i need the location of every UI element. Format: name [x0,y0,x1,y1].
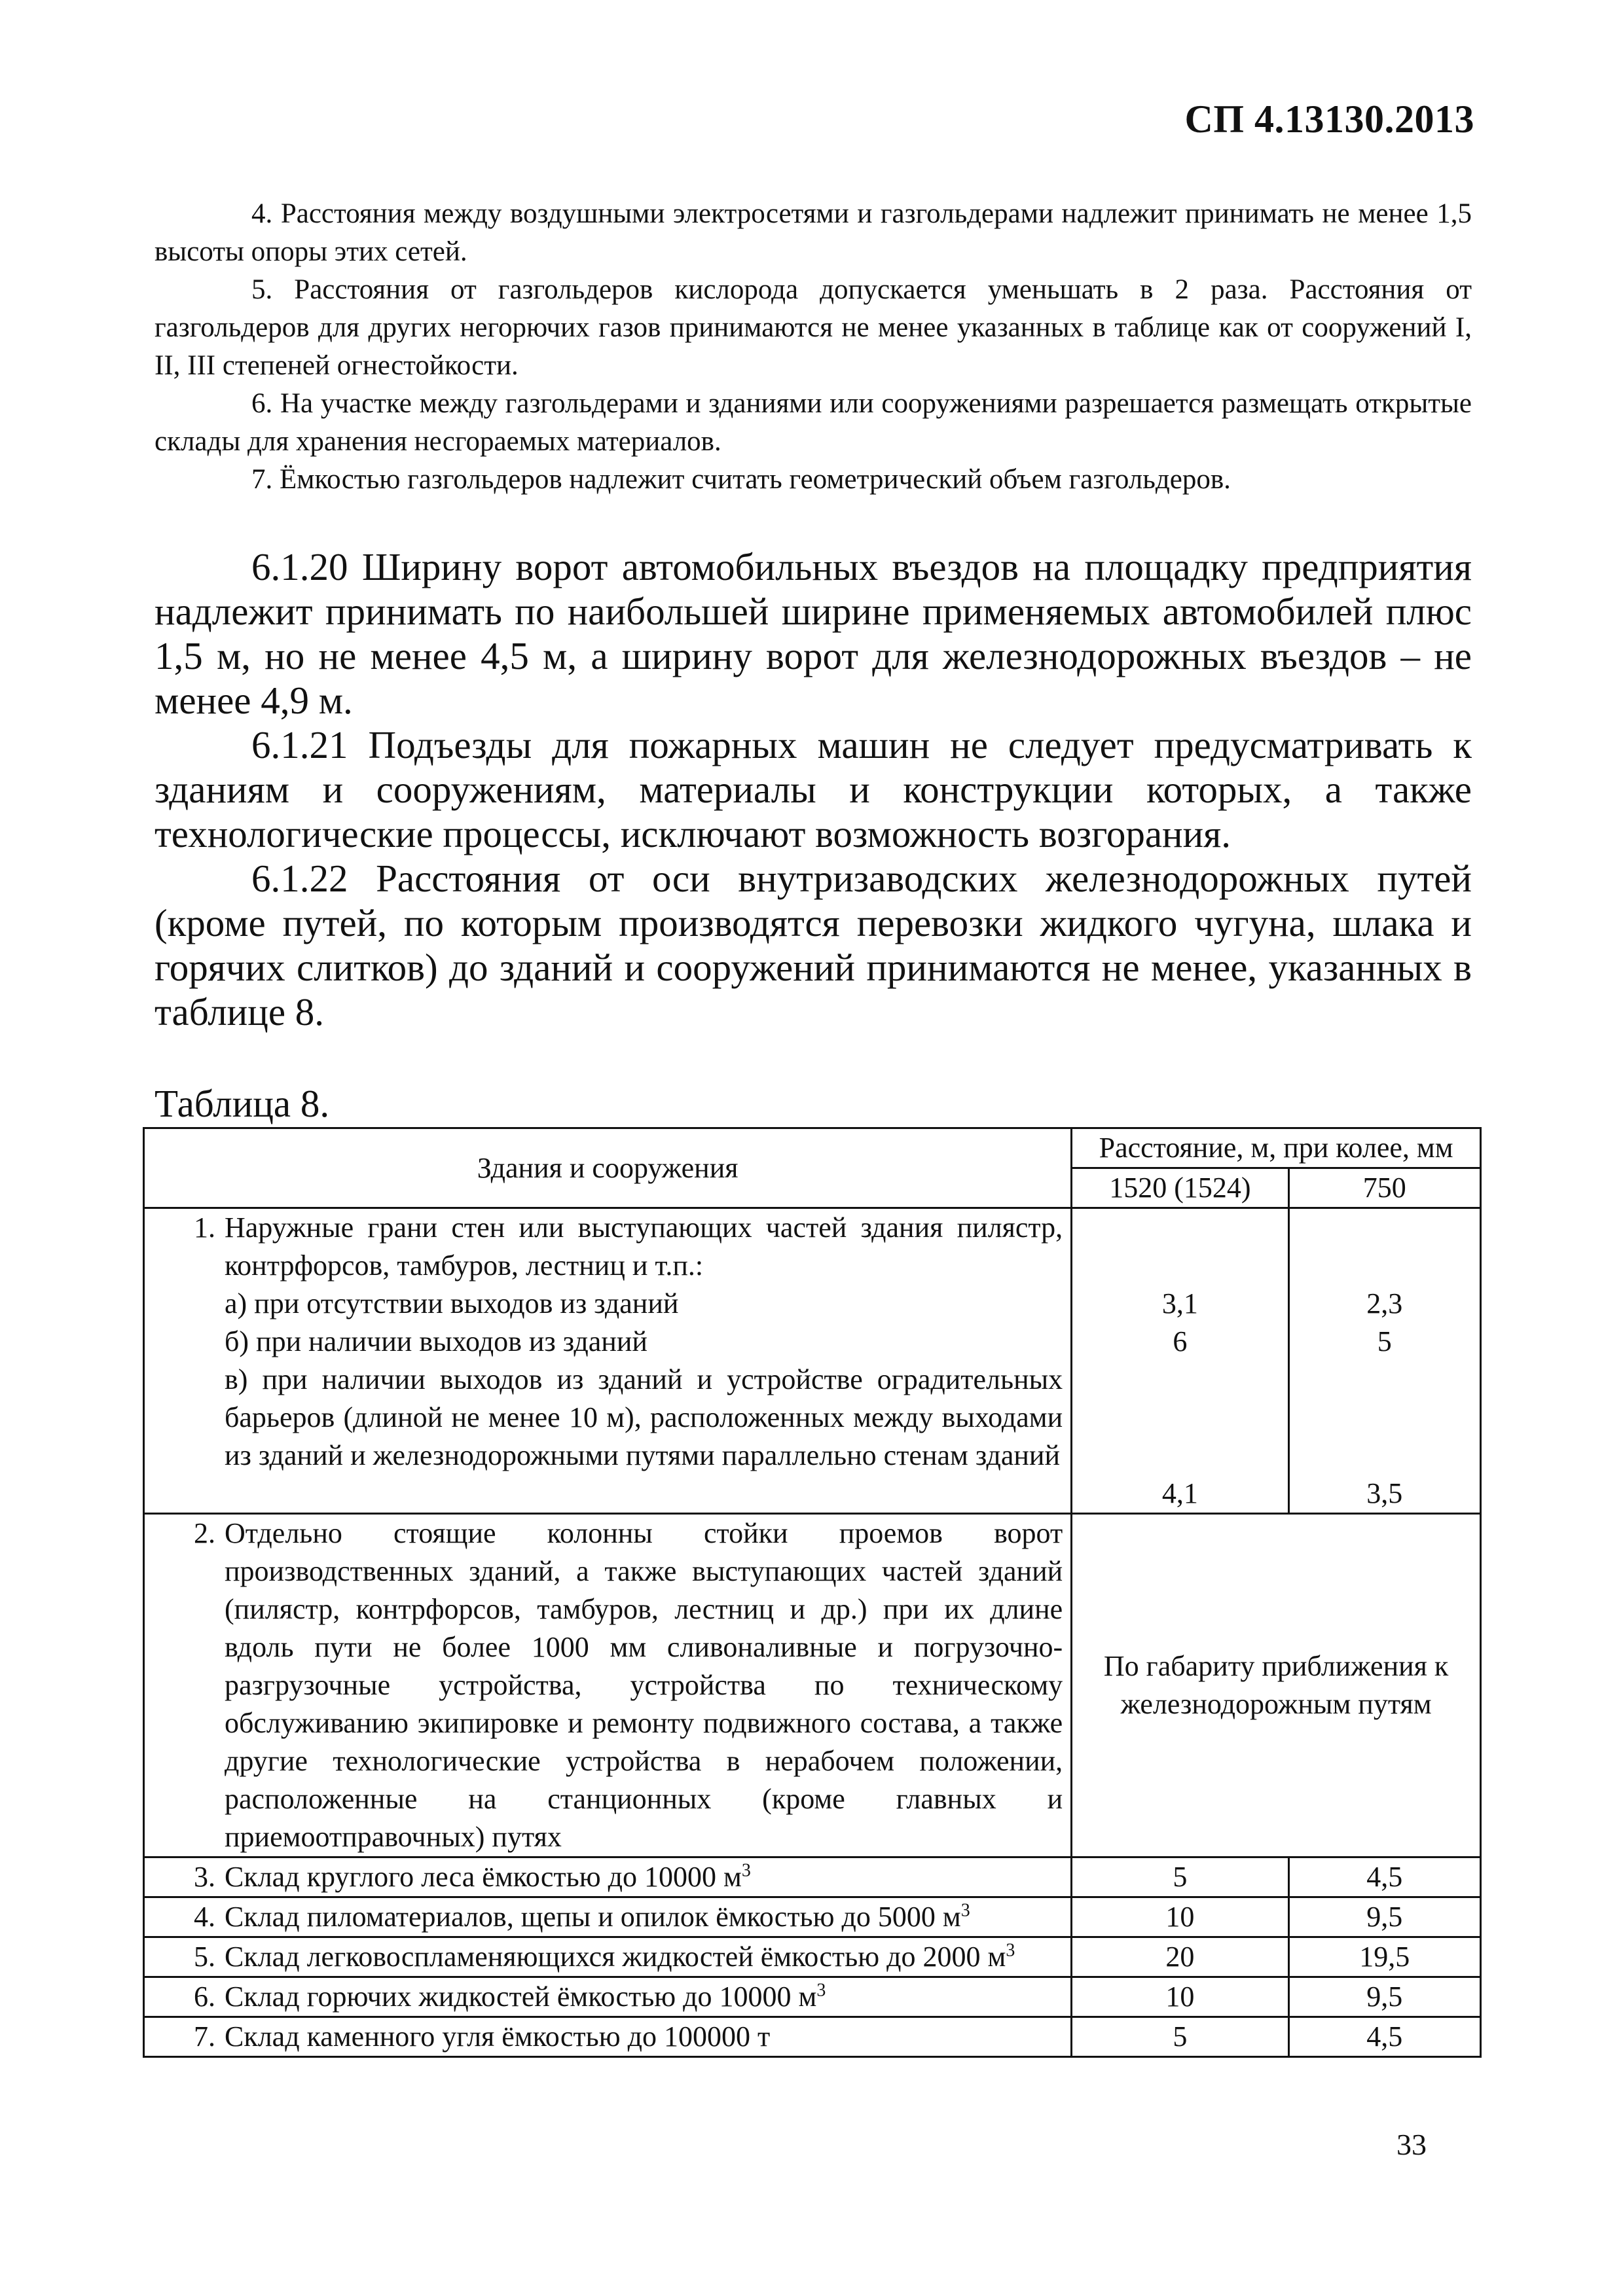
row-text: Склад каменного угля ёмкостью до 100000 т [225,2020,771,2053]
table-notes [155,195,1472,499]
table-row [144,1208,1481,1514]
value-1520: 5 [1072,1857,1288,1897]
row-text: Склад круглого леса ёмкостью до 10000 $м^3$ [225,1860,751,1893]
table-header-row [144,1128,1481,1168]
row-1-description [144,1208,1072,1514]
row-description [144,1857,1072,1897]
row-text: Склад легковоспламеняющихся жидкостей ёмкостью до 2000 $м^3$ [225,1940,1015,1973]
note-7: 7. Ёмкостью газгольдеров надлежит считать геометрический объем газгольдеров. [251,464,1231,495]
row-description [144,1897,1072,1937]
value-cell: 4,1 [1161,1477,1198,1509]
row-description [144,1937,1072,1977]
row-1-line-intro: Наружные грани стен или выступающих частей здания пилястр, контрфорсов, тамбуров, лестниц и т.п.: [225,1211,1063,1282]
table-row [144,1514,1481,1857]
row-number: 6. [194,1981,215,2013]
table-row [144,1897,1481,1937]
table-row [144,1937,1481,1977]
value-cell: 3,5 [1366,1477,1403,1509]
row-number: 5. [194,1941,215,1973]
row-number: 4. [194,1901,215,1933]
header-gauge-750: 750 [1288,1168,1480,1208]
value-cell: 3,1 [1161,1287,1198,1319]
row-1-line-b: б) при наличии выходов из зданий [225,1325,647,1357]
page-number: 33 [1396,2128,1427,2161]
header-buildings: Здания и сооружения [144,1128,1072,1208]
value-750: 4,5 [1288,2017,1480,2057]
value-750: 9,5 [1288,1977,1480,2017]
row-number: 2. [194,1517,215,1549]
row-1-line-a: а) при отсутствии выходов из зданий [225,1287,679,1319]
header-distance: Расстояние, м, при колее, мм [1072,1128,1481,1168]
row-text: Отдельно стоящие колонны стойки проемов ворот производственных зданий, а также выступающих частей зданий (пилястр, контрфорсов, тамбуров, лестниц и др.) при их длине вдоль пути не более 1000 мм сливоналивные и погрузочно-разгрузочные устройства, устройства по техническому обслуживанию экипировке и ремонту подвижного состава, а также другие технологические устройства в нерабочем положении, расположенные на станционных (кроме главных и приемоотправочных) путях [225,1517,1063,1853]
value-cell: 6 [1173,1325,1188,1357]
table-row [144,2017,1481,2057]
paragraph-6-1-22: 6.1.22 Расстояния от оси внутризаводских железнодорожных путей (кроме путей, по которым производятся перевозки жидкого чугуна, шлака и горячих слитков) до зданий и сооружений принимаются не менее, указанных в таблице 8. [155,857,1472,1033]
table-row [144,1977,1481,2017]
value-cell: 2,3 [1366,1287,1403,1319]
value-1520: 20 [1072,1937,1288,1977]
value-1520: 10 [1072,1897,1288,1937]
row-2-description [144,1514,1072,1857]
value-1520: 5 [1072,2017,1288,2057]
row-text: Склад пиломатериалов, щепы и опилок ёмкостью до 5000 $м^3$ [225,1900,970,1933]
note-5: 5. Расстояния от газгольдеров кислорода допускается уменьшать в 2 раза. Расстояния от газгольдеров для других негорючих газов принимаются не менее указанных в таблице как от сооружений I, II, III степеней огнестойкости. [155,274,1472,381]
row-1-values-1520 [1072,1208,1288,1514]
value-1520: 10 [1072,1977,1288,2017]
value-750: 4,5 [1288,1857,1480,1897]
value-750: 19,5 [1288,1937,1480,1977]
table-8 [143,1127,1482,2058]
table-row [144,1857,1481,1897]
value-750: 9,5 [1288,1897,1480,1937]
row-number: 3. [194,1861,215,1893]
value-cell: 5 [1377,1325,1392,1357]
note-6: 6. На участке между газгольдерами и зданиями или сооружениями разрешается размещать открытые склады для хранения несгораемых материалов. [155,388,1472,457]
row-1-line-c: в) при наличии выходов из зданий и устройстве оградительных барьеров (длиной не менее 10 м), расположенных между выходами из зданий и железнодорожными путями параллельно стенам зданий [225,1363,1063,1471]
row-description [144,2017,1072,2057]
table-caption: Таблица 8. [155,1082,330,1125]
row-text: Склад горючих жидкостей ёмкостью до 10000 $м^3$ [225,1980,826,2013]
paragraph-6-1-21: 6.1.21 Подъезды для пожарных машин не следует предусматривать к зданиям и сооружениям, материалы и конструкции которых, а также технологические процессы, исключают возможность возгорания. [155,723,1472,855]
header-gauge-1520: 1520 (1524) [1072,1168,1288,1208]
row-number: 7. [194,2020,215,2053]
row-2-value: По габариту приближения к железнодорожным путям [1072,1514,1481,1857]
document-code: СП 4.13130.2013 [1184,98,1474,141]
row-1-values-750 [1288,1208,1480,1514]
row-description [144,1977,1072,2017]
row-number: 1. [194,1211,215,1244]
main-text [155,545,1472,1034]
paragraph-6-1-20: 6.1.20 Ширину ворот автомобильных въездов на площадку предприятия надлежит принимать по наибольшей ширине применяемых автомобилей плюс 1,5 м, но не менее 4,5 м, а ширину ворот для железнодорожных въездов – не менее 4,9 м. [155,545,1472,722]
note-4: 4. Расстояния между воздушными электросетями и газгольдерами надлежит принимать не менее 1,5 высоты опоры этих сетей. [155,198,1472,267]
